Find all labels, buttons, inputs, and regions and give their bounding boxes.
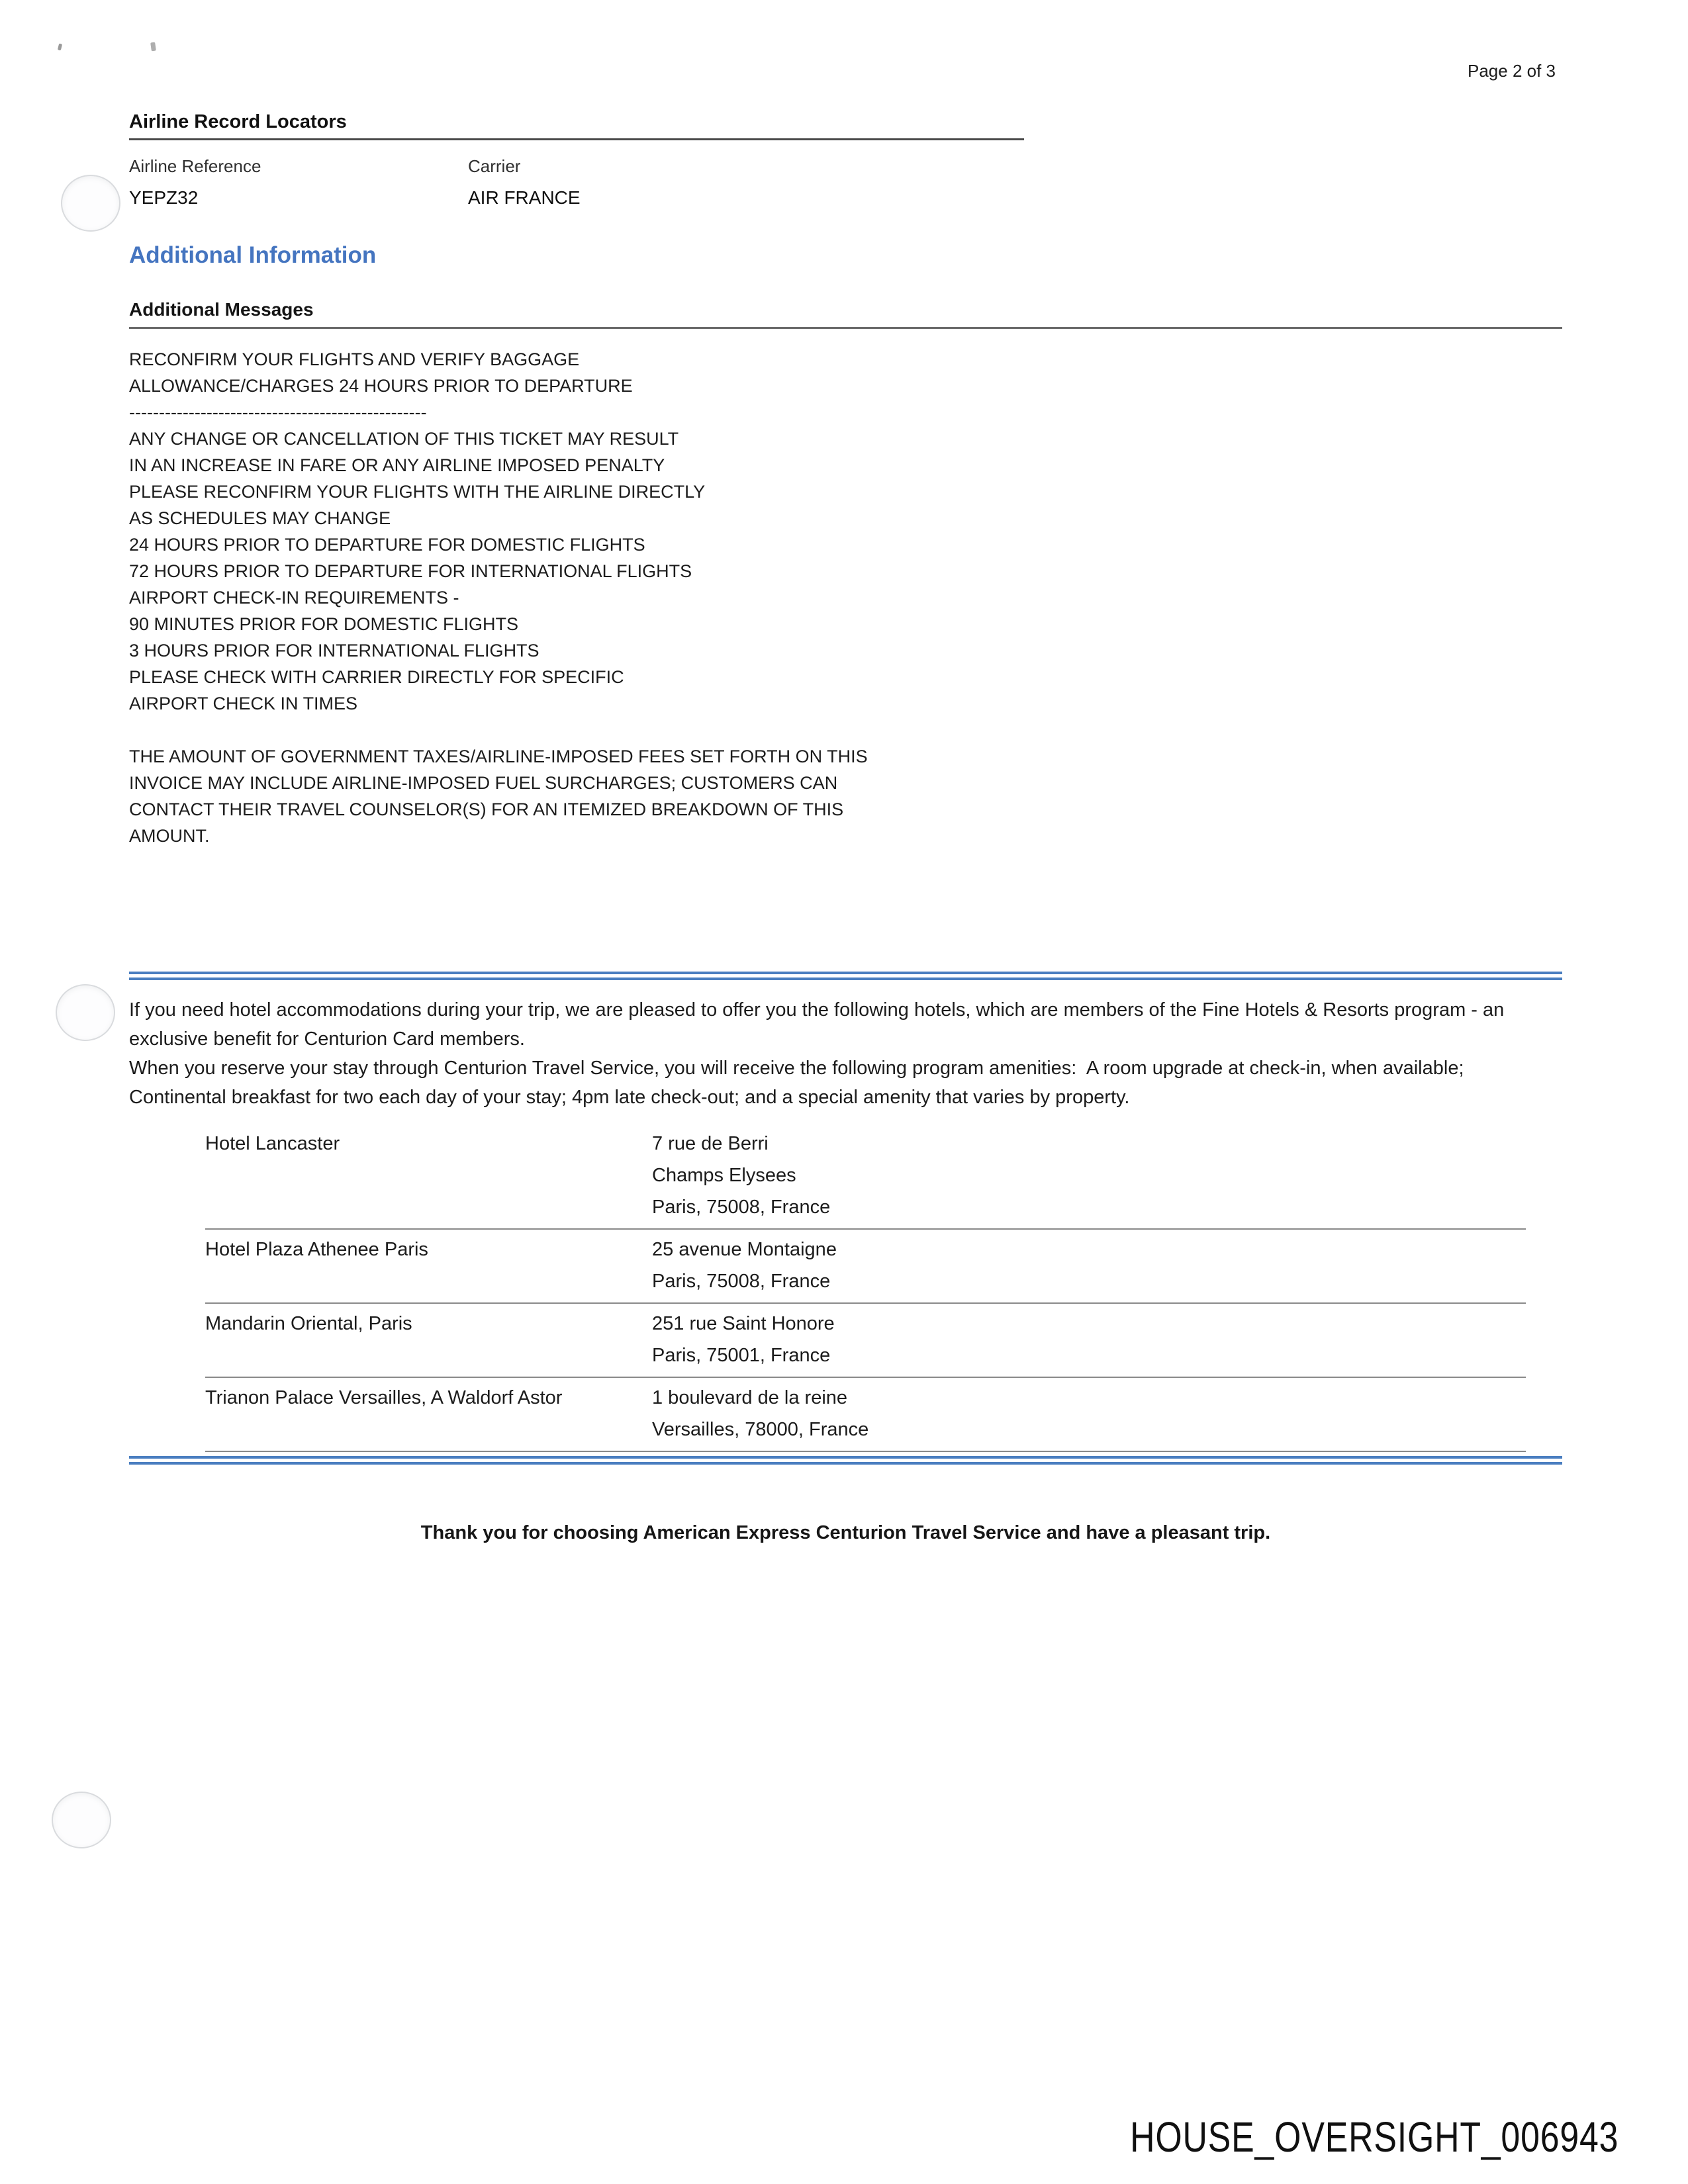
message-line: RECONFIRM YOUR FLIGHTS AND VERIFY BAGGAGE xyxy=(129,349,580,369)
scan-artifact xyxy=(58,44,62,51)
hotel-address-line: 25 avenue Montaigne xyxy=(652,1239,837,1260)
message-line xyxy=(129,717,1562,743)
double-blue-rule-bottom xyxy=(129,1456,1562,1465)
airline-record-locators-section xyxy=(129,111,1562,208)
hotel-name: Trianon Palace Versailles, A Waldorf Astor xyxy=(205,1387,563,1408)
column-header-carrier: Carrier xyxy=(468,156,521,176)
hotel-address-line: Paris, 75008, France xyxy=(652,1197,831,1218)
message-line: 90 MINUTES PRIOR FOR DOMESTIC FLIGHTS xyxy=(129,614,519,634)
additional-information-section xyxy=(129,242,1562,849)
hotel-row xyxy=(205,1378,1526,1452)
section-rule xyxy=(129,138,1024,140)
hotel-row xyxy=(205,1304,1526,1378)
section-title-airline-record-locators: Airline Record Locators xyxy=(129,111,347,132)
message-line: AS SCHEDULES MAY CHANGE xyxy=(129,508,391,528)
additional-messages-text xyxy=(129,346,1562,849)
message-line: CONTACT THEIR TRAVEL COUNSELOR(S) FOR AN ITEMIZED BREAKDOWN OF THIS xyxy=(129,799,844,819)
hotel-name: Hotel Lancaster xyxy=(205,1133,340,1154)
hotel-intro xyxy=(129,995,1562,1112)
message-line: PLEASE CHECK WITH CARRIER DIRECTLY FOR SPECIFIC xyxy=(129,667,624,687)
hotel-address-line: 1 boulevard de la reine xyxy=(652,1387,848,1408)
hotel-row xyxy=(205,1230,1526,1304)
punch-hole xyxy=(61,175,120,232)
hotel-name: Mandarin Oriental, Paris xyxy=(205,1313,412,1334)
section-title-additional-information: Additional Information xyxy=(129,242,377,268)
message-line: 72 HOURS PRIOR TO DEPARTURE FOR INTERNATIONAL FLIGHTS xyxy=(129,561,692,581)
hotel-address xyxy=(652,1382,1526,1445)
punch-hole xyxy=(52,1792,111,1848)
bates-number: HOUSE_OVERSIGHT_006943 xyxy=(1129,2113,1618,2161)
message-line: AIRPORT CHECK IN TIMES xyxy=(129,694,358,713)
page-number: Page 2 of 3 xyxy=(1468,61,1556,81)
record-locator-header-row xyxy=(129,156,1562,177)
message-line: 24 HOURS PRIOR TO DEPARTURE FOR DOMESTIC FLIGHTS xyxy=(129,535,645,555)
hotel-address xyxy=(652,1234,1526,1297)
hotel-address xyxy=(652,1308,1526,1371)
scan-artifact xyxy=(150,42,156,52)
hotel-address-line: Versailles, 78000, France xyxy=(652,1419,869,1440)
punch-hole xyxy=(56,984,115,1041)
message-line: IN AN INCREASE IN FARE OR ANY AIRLINE IMPOSED PENALTY xyxy=(129,455,665,475)
record-locator-value-row xyxy=(129,187,1562,208)
hotel-table xyxy=(205,1124,1526,1452)
message-line: AIRPORT CHECK-IN REQUIREMENTS - xyxy=(129,588,459,608)
hotel-address-line: Paris, 75001, France xyxy=(652,1345,831,1366)
hotel-row xyxy=(205,1124,1526,1230)
double-blue-rule-top xyxy=(129,972,1562,980)
message-line: -------------------------------------------------- xyxy=(129,402,427,422)
hotel-intro-paragraph: If you need hotel accommodations during your trip, we are pleased to offer you the following hotels, which are members of the Fine Hotels & Resorts program - an exclusive benefit for Centurion Card members. xyxy=(129,999,1510,1050)
thank-you-message: Thank you for choosing American Express Centurion Travel Service and have a pleasant trip. xyxy=(420,1522,1271,1543)
message-line: PLEASE RECONFIRM YOUR FLIGHTS WITH THE AIRLINE DIRECTLY xyxy=(129,482,706,502)
hotel-address-line: 251 rue Saint Honore xyxy=(652,1313,835,1334)
carrier-value: AIR FRANCE xyxy=(468,187,581,208)
message-line: ANY CHANGE OR CANCELLATION OF THIS TICKET MAY RESULT xyxy=(129,429,679,449)
hotel-address-line: Paris, 75008, France xyxy=(652,1271,831,1292)
hotel-program-section xyxy=(129,981,1562,1465)
message-line: AMOUNT. xyxy=(129,826,210,846)
section-rule xyxy=(129,327,1562,329)
message-line: 3 HOURS PRIOR FOR INTERNATIONAL FLIGHTS xyxy=(129,641,539,660)
hotel-address-line: 7 rue de Berri xyxy=(652,1133,769,1154)
message-line: ALLOWANCE/CHARGES 24 HOURS PRIOR TO DEPARTURE xyxy=(129,376,633,396)
message-line: INVOICE MAY INCLUDE AIRLINE-IMPOSED FUEL SURCHARGES; CUSTOMERS CAN xyxy=(129,773,838,793)
hotel-name: Hotel Plaza Athenee Paris xyxy=(205,1239,428,1260)
subsection-title-additional-messages: Additional Messages xyxy=(129,299,314,320)
message-line: THE AMOUNT OF GOVERNMENT TAXES/AIRLINE-IMPOSED FEES SET FORTH ON THIS xyxy=(129,747,868,766)
hotel-address-line: Champs Elysees xyxy=(652,1165,796,1186)
column-header-airline-reference: Airline Reference xyxy=(129,156,261,176)
hotel-address xyxy=(652,1128,1526,1223)
hotel-intro-paragraph: When you reserve your stay through Centurion Travel Service, you will receive the following program amenities: A room upgrade at check-in, when available; Continental breakfast for two each day of your stay; 4pm late check-out; and a special amenity that varies by property. xyxy=(129,1058,1470,1108)
airline-reference-value: YEPZ32 xyxy=(129,187,199,208)
